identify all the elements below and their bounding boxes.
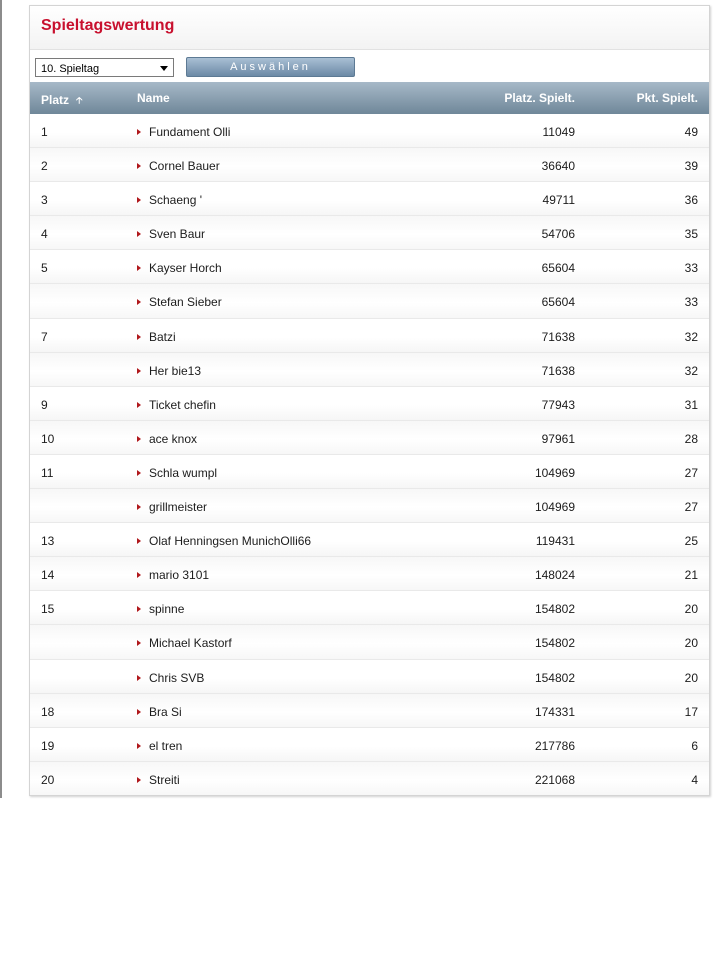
table-row	[30, 591, 709, 625]
column-header-name[interactable]: Name	[137, 91, 170, 105]
row-day-points: 27	[684, 465, 698, 480]
row-rank: 13	[41, 534, 55, 549]
row-day-rank: 174331	[534, 704, 575, 719]
table-row	[30, 557, 709, 591]
table-row	[30, 353, 709, 387]
caret-right-icon	[137, 368, 141, 374]
row-day-points: 32	[684, 363, 698, 378]
row-day-rank: 119431	[535, 534, 575, 549]
row-name: mario 3101	[149, 568, 210, 583]
row-name: ace knox	[149, 431, 198, 446]
row-rank: 11	[41, 465, 54, 480]
row-name: Chris SVB	[149, 670, 205, 685]
column-header-day-rank[interactable]: Platz. Spielt.	[504, 91, 575, 105]
column-header-day-points[interactable]: Pkt. Spielt.	[636, 91, 698, 105]
row-day-rank: 71638	[541, 329, 575, 344]
row-day-points: 39	[684, 159, 698, 174]
row-name-link[interactable]	[137, 330, 176, 344]
row-rank: 20	[41, 772, 55, 787]
table-row	[30, 489, 709, 523]
row-day-points: 28	[684, 431, 698, 446]
row-day-points: 27	[684, 500, 698, 515]
row-name: Schaeng '	[149, 193, 202, 208]
row-name: Ticket chefin	[149, 397, 216, 412]
row-day-rank: 154802	[534, 670, 575, 685]
row-day-points: 20	[684, 670, 698, 685]
caret-right-icon	[137, 299, 141, 305]
row-day-rank: 11049	[542, 125, 575, 139]
table-row	[30, 182, 709, 216]
row-day-points: 20	[684, 636, 698, 651]
row-name: Olaf Henningsen MunichOlli66	[149, 534, 312, 549]
table-row	[30, 319, 709, 353]
row-day-rank: 54706	[541, 227, 575, 242]
column-header-rank[interactable]	[41, 93, 82, 109]
row-name: Kayser Horch	[149, 261, 222, 276]
row-day-points: 25	[684, 534, 698, 549]
row-name-link[interactable]	[137, 705, 182, 719]
row-name-link[interactable]	[137, 773, 180, 787]
row-day-rank: 65604	[541, 295, 575, 310]
caret-right-icon	[137, 504, 141, 510]
caret-right-icon	[137, 470, 141, 476]
caret-right-icon	[137, 197, 141, 203]
row-name: spinne	[149, 602, 185, 617]
row-name: Stefan Sieber	[149, 295, 222, 310]
row-day-rank: 65604	[541, 261, 575, 276]
caret-right-icon	[137, 538, 141, 544]
row-name-link[interactable]	[137, 534, 311, 548]
row-name: Sven Baur	[149, 227, 206, 242]
row-name: Her bie13	[149, 363, 202, 378]
row-rank: 1	[41, 125, 48, 139]
row-rank: 15	[41, 602, 55, 617]
table-row	[30, 148, 709, 182]
row-day-rank: 77943	[541, 397, 575, 412]
caret-right-icon	[137, 572, 141, 578]
caret-right-icon	[137, 709, 141, 715]
table-row	[30, 216, 709, 250]
row-name: Bra Si	[149, 704, 182, 719]
caret-right-icon	[137, 606, 141, 612]
row-day-points: 49	[684, 125, 698, 139]
row-day-points: 33	[684, 295, 698, 310]
row-rank: 4	[41, 227, 48, 242]
row-name: Batzi	[149, 329, 176, 344]
row-name-link[interactable]	[137, 159, 220, 173]
row-day-rank: 221068	[534, 772, 575, 787]
table-row	[30, 455, 709, 489]
row-day-rank: 217786	[534, 738, 575, 753]
row-name-link[interactable]	[137, 636, 232, 650]
row-name: Michael Kastorf	[149, 636, 232, 651]
caret-right-icon	[137, 231, 141, 237]
row-day-rank: 97961	[541, 431, 575, 446]
caret-right-icon	[137, 265, 141, 271]
row-day-rank: 154802	[534, 602, 575, 617]
caret-right-icon	[137, 402, 141, 408]
table-row	[30, 284, 709, 318]
caret-right-icon	[137, 163, 141, 169]
row-rank: 7	[41, 329, 48, 344]
caret-right-icon	[137, 743, 141, 749]
matchday-ranking-panel	[29, 5, 710, 796]
row-day-points: 20	[684, 602, 698, 617]
caret-right-icon	[137, 777, 141, 783]
table-row	[30, 387, 709, 421]
table-row	[30, 625, 709, 659]
table-row	[30, 728, 709, 762]
table-row	[30, 523, 709, 557]
row-name-link[interactable]	[137, 602, 184, 616]
row-day-rank: 148024	[534, 568, 575, 583]
column-header-rank-label: Platz	[41, 93, 70, 107]
row-rank: 9	[41, 397, 48, 412]
table-row	[30, 660, 709, 694]
row-name-link[interactable]	[137, 295, 222, 309]
row-name: Schla wumpl	[149, 465, 218, 480]
row-day-rank: 154802	[534, 636, 575, 651]
row-name-link[interactable]	[137, 466, 217, 480]
row-name: Cornel Bauer	[149, 159, 220, 174]
select-button[interactable]: Auswählen	[186, 57, 355, 77]
row-name-link[interactable]	[137, 500, 207, 514]
caret-right-icon	[137, 129, 141, 135]
row-name-link[interactable]	[137, 568, 209, 582]
matchday-select[interactable]	[35, 58, 174, 77]
matchday-select-value: 10. Spieltag	[41, 63, 100, 75]
row-rank: 14	[41, 568, 55, 583]
row-day-rank: 36640	[541, 159, 575, 174]
row-day-rank: 49711	[542, 193, 575, 208]
ranking-table-body	[30, 114, 709, 796]
toolbar	[30, 50, 709, 82]
row-name-link[interactable]	[137, 671, 204, 685]
row-rank: 19	[41, 738, 55, 753]
row-day-points: 21	[684, 568, 698, 583]
caret-right-icon	[137, 334, 141, 340]
panel-title: Spieltagswertung	[41, 17, 175, 34]
table-header	[30, 82, 709, 114]
row-rank: 3	[41, 193, 48, 208]
row-day-points: 36	[684, 193, 698, 208]
row-name: Streiti	[149, 772, 180, 787]
row-day-rank: 71638	[541, 363, 575, 378]
row-day-points: 35	[684, 227, 698, 242]
row-name-link[interactable]	[137, 398, 216, 412]
row-day-points: 32	[684, 329, 698, 344]
table-row	[30, 421, 709, 455]
row-day-points: 17	[684, 704, 698, 719]
caret-right-icon	[137, 436, 141, 442]
row-rank: 5	[41, 261, 48, 276]
row-name: grillmeister	[149, 500, 208, 515]
row-name: el tren	[149, 738, 183, 753]
caret-right-icon	[137, 640, 141, 646]
row-rank: 2	[41, 159, 48, 174]
row-day-points: 31	[684, 397, 698, 412]
row-rank: 18	[41, 704, 55, 719]
table-row	[30, 762, 709, 796]
table-row	[30, 694, 709, 728]
row-name: Fundament Olli	[149, 125, 231, 139]
row-name-link[interactable]	[137, 227, 205, 241]
row-day-rank: 104969	[534, 465, 575, 480]
row-day-points: 33	[684, 261, 698, 276]
panel-header	[30, 6, 709, 50]
page-left-border	[0, 0, 2, 798]
row-day-points: 6	[691, 738, 698, 753]
caret-right-icon	[137, 675, 141, 681]
table-row	[30, 250, 709, 284]
row-day-points: 4	[691, 772, 698, 787]
row-name-link[interactable]	[137, 125, 230, 139]
row-rank: 10	[41, 431, 55, 446]
row-day-rank: 104969	[534, 500, 575, 515]
chevron-down-icon	[160, 66, 168, 71]
sort-up-arrow-icon: 🡡	[76, 95, 83, 105]
row-name-link[interactable]	[137, 193, 202, 207]
row-name-link[interactable]	[137, 432, 197, 446]
row-name-link[interactable]	[137, 364, 201, 378]
row-name-link[interactable]	[137, 739, 182, 753]
row-name-link[interactable]	[137, 261, 222, 275]
table-row	[30, 114, 709, 148]
